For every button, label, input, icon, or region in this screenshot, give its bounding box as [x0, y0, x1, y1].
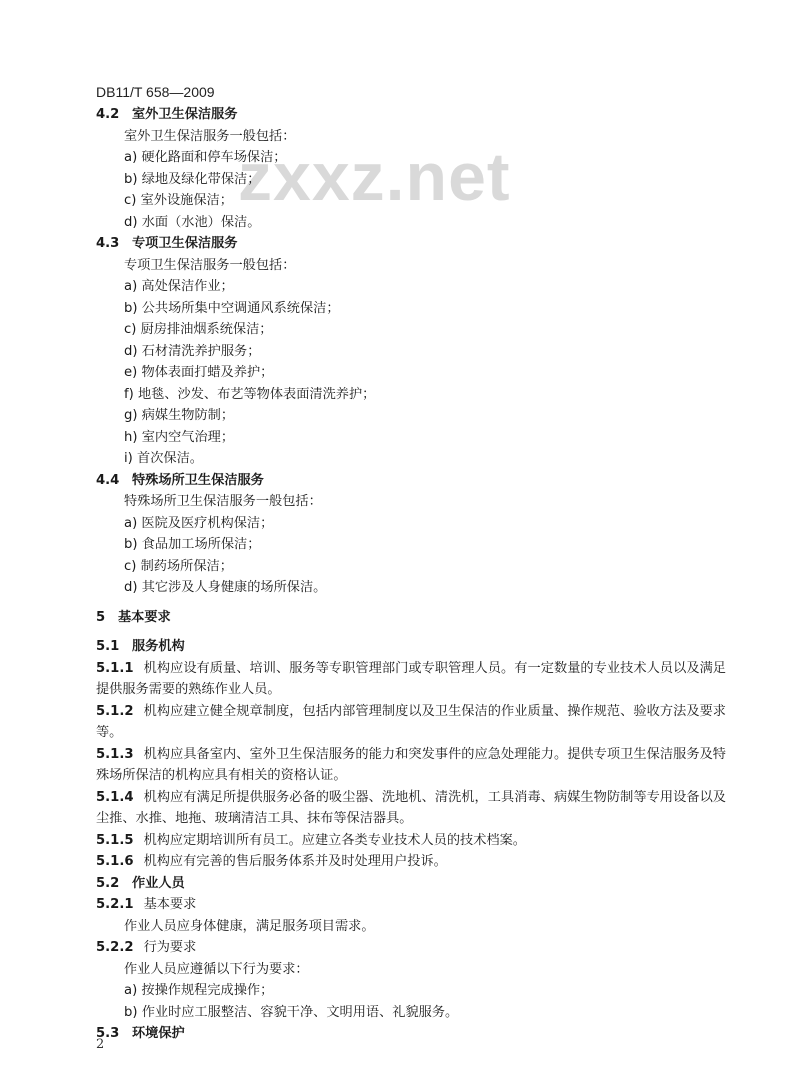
- subsection-number: 5.2.2: [96, 940, 134, 955]
- clause-number: 5.1.5: [96, 832, 134, 848]
- list-item: a) 硬化路面和停车场保洁；: [124, 150, 287, 165]
- list-item: g) 病媒生物防制；: [124, 408, 235, 423]
- list-item: b) 作业时应工服整洁、容貌干净、文明用语、礼貌服务。: [124, 1004, 459, 1020]
- site-watermark: zxxz.net: [238, 139, 511, 215]
- clause-5-1-4: [96, 787, 726, 830]
- subsection-heading-5-2-1: [96, 894, 726, 916]
- subsection-title: 基本要求: [143, 897, 197, 912]
- clause-text: 机构应有完善的售后服务体系并及时处理用户投诉。: [143, 854, 447, 869]
- list-item: d) 其它涉及人身健康的场所保洁。: [124, 580, 327, 595]
- clause-5-1-5: [96, 830, 726, 852]
- clause-text: 机构应定期培训所有员工。应建立各类专业技术人员的技术档案。: [143, 832, 526, 848]
- clause-number: 5.1.4: [96, 789, 134, 805]
- clause-5-1-1: [96, 658, 726, 701]
- section-number: 4.3: [96, 236, 120, 251]
- list-item: c) 室外设施保洁；: [124, 193, 233, 208]
- clause-number: 5.1.1: [96, 660, 134, 676]
- section-title: 作业人员: [132, 875, 185, 891]
- section-number: 5.3: [96, 1026, 120, 1041]
- subsection-text: 作业人员应身体健康，满足服务项目需求。: [124, 918, 375, 934]
- clause-5-1-2: [96, 701, 726, 744]
- section-heading-5-1: [96, 636, 726, 658]
- list-item: h) 室内空气治理；: [124, 429, 235, 445]
- chapter-title: 基本要求: [118, 609, 171, 625]
- list-item: c) 厨房排油烟系统保洁；: [124, 322, 273, 337]
- list-item: d) 水面（水池）保洁。: [124, 214, 261, 230]
- clause-text: 机构应有满足所提供服务必备的吸尘器、洗地机、清洗机，工具消毒、病媒生物防制等专用设备以及尘推、水推、地拖、玻璃清洁工具、抹布等保洁器具。: [96, 789, 726, 826]
- clause-5-1-3: [96, 744, 726, 787]
- document-code-header: DB11/T 658—2009: [96, 84, 215, 100]
- section-title: 环境保护: [132, 1026, 185, 1041]
- section-title: 特殊场所卫生保洁服务: [132, 472, 264, 488]
- section-heading-4-3: [96, 233, 726, 255]
- section-title: 专项卫生保洁服务: [132, 236, 238, 251]
- clause-number: 5.1.3: [96, 746, 134, 762]
- section-heading-4-2: [96, 104, 726, 126]
- subsection-intro: 作业人员应遵循以下行为要求：: [124, 961, 309, 977]
- section-heading-4-4: [96, 470, 726, 492]
- clause-5-1-6: [96, 851, 726, 873]
- list-item: f) 地毯、沙发、布艺等物体表面清洗养护；: [124, 386, 376, 402]
- list-item: d) 石材清洗养护服务；: [124, 343, 261, 359]
- list-item: e) 物体表面打蜡及养护；: [124, 365, 274, 380]
- section-heading-5-3: [96, 1023, 726, 1045]
- list-item: a) 医院及医疗机构保洁；: [124, 515, 274, 531]
- document-body: [96, 104, 726, 1045]
- list-item: b) 绿地及绿化带保洁；: [124, 171, 261, 187]
- clause-text: 机构应具备室内、室外卫生保洁服务的能力和突发事件的应急处理能力。提供专项卫生保洁服务及特殊场所保洁的机构应具有相关的资格认证。: [96, 746, 726, 783]
- section-number: 4.2: [96, 107, 120, 122]
- section-number: 4.4: [96, 472, 120, 488]
- section-title: 服务机构: [132, 639, 185, 654]
- section-title: 室外卫生保洁服务: [132, 107, 238, 122]
- page-number: 2: [96, 1037, 105, 1052]
- section-heading-5-2: [96, 873, 726, 895]
- list-item: c) 制药场所保洁；: [124, 558, 233, 574]
- section-number: 5.2: [96, 875, 120, 891]
- list-item: a) 高处保洁作业；: [124, 279, 234, 294]
- clause-text: 机构应设有质量、培训、服务等专职管理部门或专职管理人员。有一定数量的专业技术人员以及满足提供服务需要的熟练作业人员。: [96, 660, 726, 697]
- clause-number: 5.1.2: [96, 703, 134, 719]
- section-intro: 室外卫生保洁服务一般包括：: [124, 128, 296, 144]
- list-item: b) 食品加工场所保洁；: [124, 537, 261, 552]
- subsection-heading-5-2-2: [96, 937, 726, 959]
- subsection-title: 行为要求: [143, 940, 197, 955]
- list-item: i) 首次保洁。: [124, 451, 203, 466]
- section-number: 5.1: [96, 639, 120, 654]
- list-item: a) 按操作规程完成操作；: [124, 983, 274, 998]
- chapter-number: 5: [96, 609, 106, 625]
- subsection-number: 5.2.1: [96, 897, 134, 912]
- section-intro: 特殊场所卫生保洁服务一般包括：: [124, 494, 322, 509]
- clause-number: 5.1.6: [96, 854, 134, 869]
- list-item: b) 公共场所集中空调通风系统保洁；: [124, 300, 340, 316]
- clause-text: 机构应建立健全规章制度，包括内部管理制度以及卫生保洁的作业质量、操作规范、验收方法及要求等。: [96, 703, 726, 740]
- chapter-heading-5: [96, 607, 726, 629]
- section-intro: 专项卫生保洁服务一般包括：: [124, 257, 296, 273]
